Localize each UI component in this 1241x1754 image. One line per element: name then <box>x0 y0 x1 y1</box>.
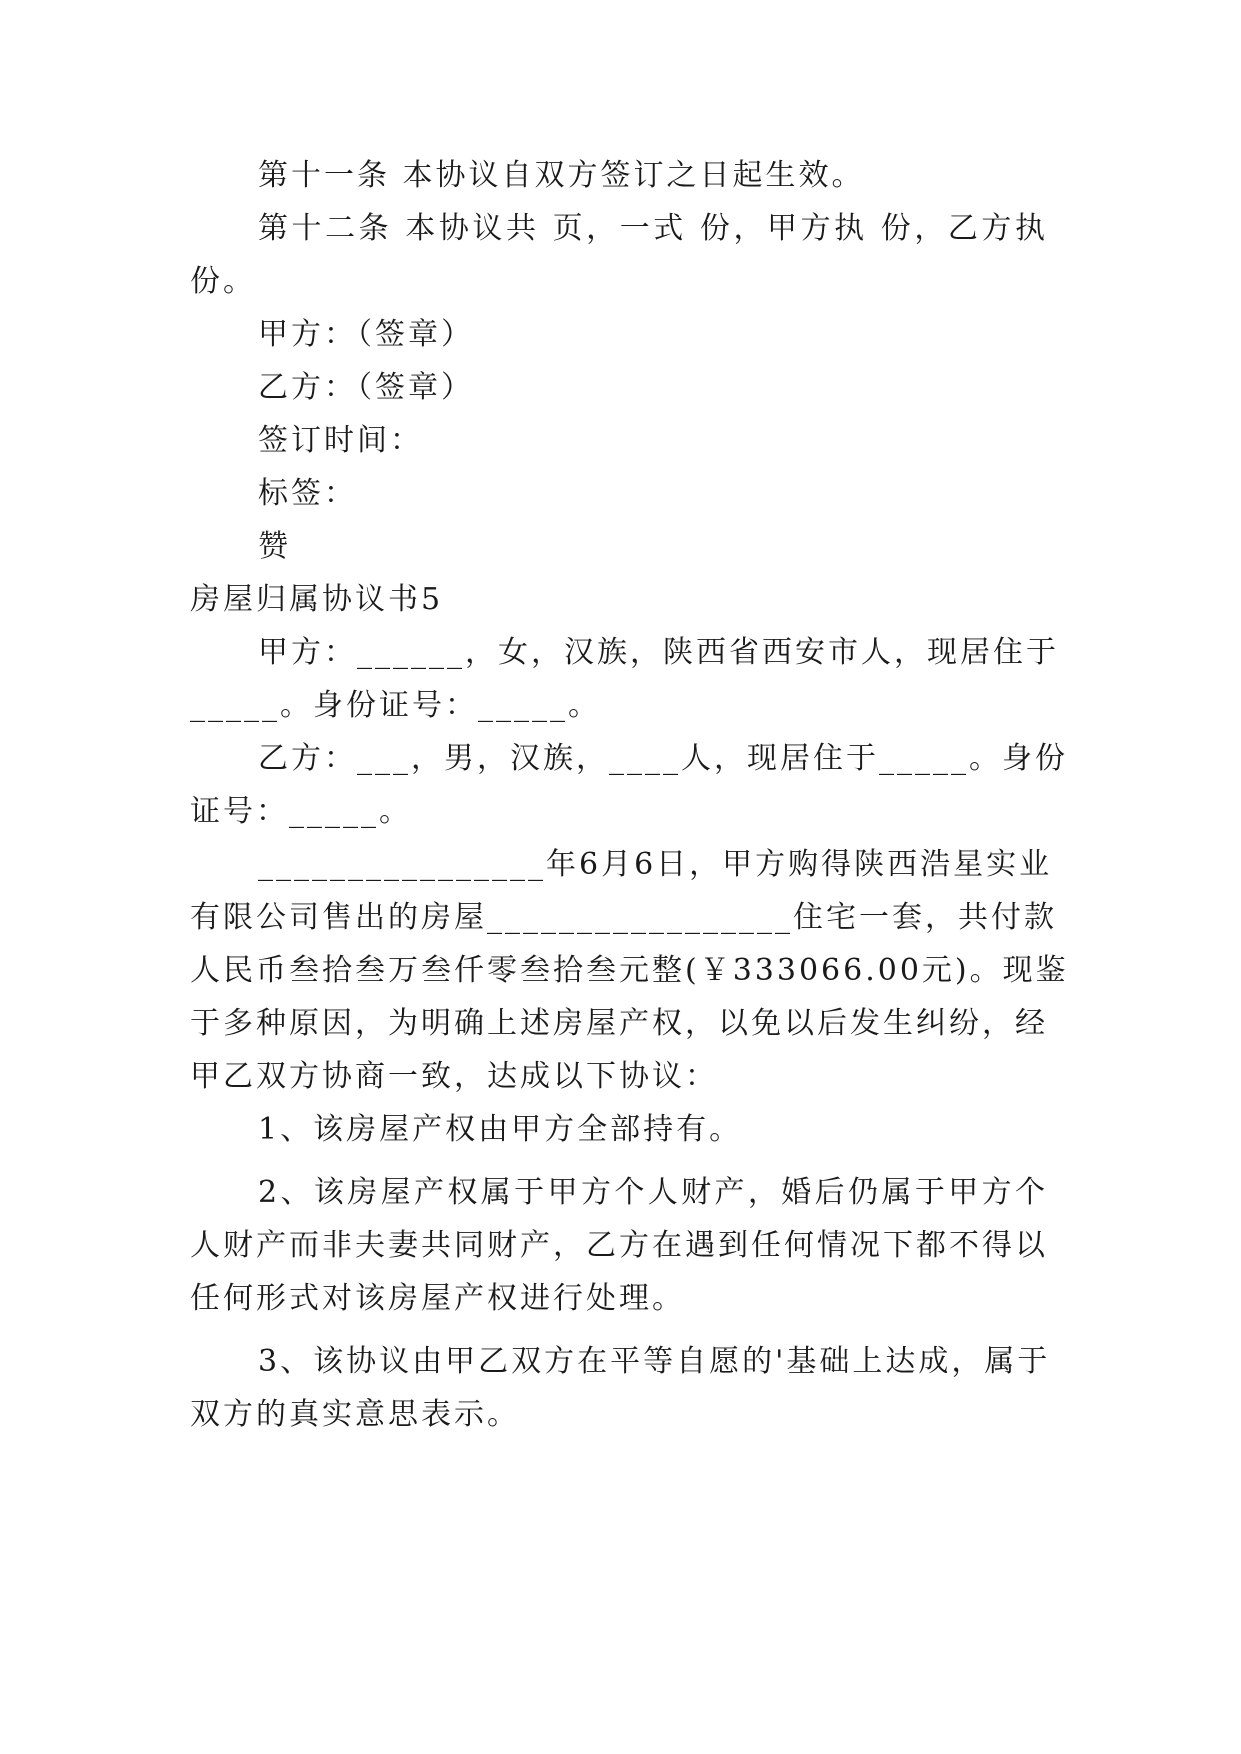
article-11: 第十一条 本协议自双方签订之日起生效。 <box>258 158 865 193</box>
party-b-line1: 乙方：___，男，汉族，____人，现居住于_____。身份 <box>258 741 1068 776</box>
paragraph-line4: 于多种原因，为明确上述房屋产权，以免以后发生纠纷，经 <box>190 1006 1048 1041</box>
tags-label: 标签： <box>258 476 357 511</box>
item-1: 1、该房屋产权由甲方全部持有。 <box>258 1112 743 1147</box>
item-2-line1: 2、该房屋产权属于甲方个人财产，婚后仍属于甲方个 <box>258 1175 1048 1210</box>
section-title: 房屋归属协议书5 <box>190 582 444 617</box>
item-3-line1: 3、该协议由甲乙双方在平等自愿的'基础上达成，属于 <box>258 1344 1051 1379</box>
article-12-line2: 份。 <box>190 264 256 299</box>
paragraph-line1: ________________年6月6日，甲方购得陕西浩星实业 <box>258 847 1053 882</box>
party-a-signature: 甲方：（签章） <box>258 317 474 352</box>
item-2-line2: 人财产而非夫妻共同财产，乙方在遇到任何情况下都不得以 <box>190 1228 1048 1263</box>
paragraph-line2: 有限公司售出的房屋_________________住宅一套，共付款 <box>190 900 1057 935</box>
item-2-line3: 任何形式对该房屋产权进行处理。 <box>190 1281 685 1316</box>
party-a-line1: 甲方：______，女，汉族，陕西省西安市人，现居住于 <box>258 635 1059 670</box>
like-label: 赞 <box>258 529 291 564</box>
paragraph-line3: 人民币叁拾叁万叁仟零叁拾叁元整(￥333066.00元)。现鉴 <box>190 953 1069 988</box>
party-b-line2: 证号：_____。 <box>190 794 412 829</box>
party-b-signature: 乙方：（签章） <box>258 370 474 405</box>
paragraph-line5: 甲乙双方协商一致，达成以下协议： <box>190 1059 718 1094</box>
party-a-line2: _____。身份证号：_____。 <box>190 688 601 723</box>
sign-time-label: 签订时间： <box>258 423 423 458</box>
item-3-line2: 双方的真实意思表示。 <box>190 1397 520 1432</box>
article-12-line1: 第十二条 本协议共 页，一式 份，甲方执 份，乙方执 <box>258 211 1048 246</box>
